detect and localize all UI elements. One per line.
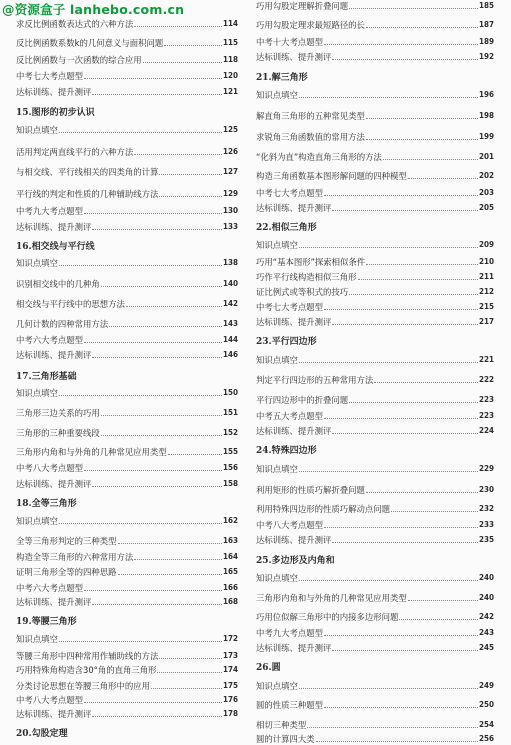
toc-entry-page: 155 [222, 447, 238, 456]
dot-leader [399, 619, 478, 620]
toc-entry[interactable] [16, 219, 238, 233]
toc-entry-title: 中考八大考点题型 [16, 695, 83, 705]
toc-entry[interactable] [256, 697, 494, 711]
toc-entry-title: 中考七大考点题型 [256, 302, 323, 312]
toc-entry-title: 中考六大考点题型 [16, 335, 83, 345]
dot-leader [126, 306, 222, 307]
toc-entry[interactable] [16, 425, 238, 439]
chapter-heading: 24.特殊四边形 [256, 446, 317, 456]
dot-leader [332, 542, 478, 543]
dot-leader [134, 26, 222, 27]
toc-entry-page: 250 [478, 700, 494, 709]
toc-entry-title: 达标训练、提升测评 [256, 317, 332, 327]
toc-entry-page: 211 [478, 272, 494, 281]
dot-leader [366, 492, 478, 493]
toc-entry-page: 152 [222, 428, 238, 437]
dot-leader [366, 27, 478, 28]
toc-entry-title: 全等三角形判定的三种类型 [16, 536, 117, 546]
toc-entry-page: 164 [222, 552, 238, 561]
toc-entry-page: 187 [478, 20, 494, 29]
toc-entry[interactable] [256, 392, 494, 406]
dot-leader [349, 8, 478, 9]
toc-entry-title: 解直角三角形的五种常见类型 [256, 111, 365, 121]
dot-leader [299, 471, 478, 472]
toc-entry-title: 几何计数的四种常用方法 [16, 319, 109, 329]
toc-entry-title: 达标训练、提升测评 [16, 597, 92, 607]
dot-leader [324, 635, 478, 636]
toc-entry-title: 证比例式或等积式的技巧 [256, 287, 349, 297]
toc-entry-page: 158 [222, 479, 238, 488]
toc-entry[interactable] [256, 408, 494, 422]
toc-entry-title: 与相交线、平行线相关的四类角的计算 [16, 167, 159, 177]
toc-entry[interactable] [16, 405, 238, 419]
toc-entry[interactable] [16, 706, 238, 720]
toc-entry-page: 217 [478, 317, 494, 326]
toc-entry[interactable] [256, 0, 494, 12]
toc-entry-title: 证明三角形全等的四种思路 [16, 567, 117, 577]
toc-entry-page: 210 [478, 257, 494, 266]
toc-entry-title: 达标训练、提升测评 [256, 535, 332, 545]
toc-entry-page: 178 [222, 709, 238, 718]
toc-entry-page: 230 [478, 485, 494, 494]
dot-leader [84, 702, 222, 703]
dot-leader [59, 641, 222, 642]
toc-entry-title: 相交线与平行线中的思想方法 [16, 299, 125, 309]
toc-entry[interactable] [16, 631, 238, 645]
toc-entry-page: 185 [478, 1, 494, 10]
toc-entry[interactable] [16, 580, 238, 594]
toc-entry-title: 巧作平行线构造相似三角形 [256, 272, 357, 282]
toc-entry-title: 知识点填空 [16, 634, 58, 644]
dot-leader [324, 707, 478, 708]
chapter-heading: 22.相似三角形 [256, 223, 317, 233]
toc-entry[interactable] [16, 52, 238, 66]
dot-leader [84, 213, 222, 214]
toc-entry-page: 249 [478, 681, 494, 690]
toc-entry[interactable] [256, 314, 494, 328]
toc-entry-title: 求反比例函数表达式的六种方法 [16, 19, 134, 29]
toc-entry[interactable] [256, 423, 494, 437]
toc-entry-page: 222 [478, 375, 494, 384]
toc-entry[interactable] [16, 296, 238, 310]
toc-entry-page: 173 [222, 651, 238, 660]
toc-entry-page: 224 [478, 426, 494, 435]
dot-leader [349, 402, 478, 403]
toc-entry[interactable] [256, 269, 494, 283]
chapter-heading: 18.全等三角形 [16, 499, 77, 509]
dot-leader [143, 62, 222, 63]
toc-entry-title: 达标训练、提升测评 [16, 479, 92, 489]
toc-entry-page: 163 [222, 536, 238, 545]
dot-leader [118, 574, 222, 575]
dot-leader [92, 357, 222, 358]
toc-entry[interactable] [256, 482, 494, 496]
dot-leader [92, 716, 222, 717]
toc-entry-title: 知识点填空 [256, 240, 298, 250]
toc-entry-page: 209 [478, 240, 494, 249]
dot-leader [92, 604, 222, 605]
toc-entry-page: 201 [478, 152, 494, 161]
toc-entry[interactable] [256, 640, 494, 654]
toc-entry[interactable] [256, 501, 494, 515]
toc-entry[interactable] [16, 678, 238, 692]
dot-leader [316, 741, 478, 742]
toc-entry-title: 中考八大考点题型 [256, 520, 323, 530]
dot-leader [59, 523, 222, 524]
toc-entry-page: 174 [222, 665, 238, 674]
toc-entry-title: 达标训练、提升测评 [16, 350, 92, 360]
toc-entry-title: 活用判定两直线平行的六种方法 [16, 147, 134, 157]
toc-entry-page: 144 [222, 335, 238, 344]
toc-entry-page: 203 [478, 188, 494, 197]
toc-entry[interactable] [16, 533, 238, 547]
dot-leader [101, 435, 222, 436]
toc-entry-page: 240 [478, 573, 494, 582]
toc-entry-title: 中考九大考点题型 [256, 628, 323, 638]
toc-entry-title: 分类讨论思想在等腰三角形中的应用 [16, 681, 150, 691]
toc-entry-page: 232 [478, 504, 494, 513]
toc-entry-title: 判定平行四边形的五种常用方法 [256, 375, 374, 385]
toc-entry[interactable] [256, 372, 494, 386]
toc-entry[interactable] [256, 517, 494, 531]
toc-entry-page: 189 [478, 37, 494, 46]
toc-entry-title: 知识点填空 [256, 90, 298, 100]
toc-entry-title: 达标训练、提升测评 [256, 203, 332, 213]
toc-entry[interactable] [16, 549, 238, 563]
dot-leader [151, 688, 222, 689]
toc-entry[interactable] [256, 108, 494, 122]
toc-entry[interactable] [16, 476, 238, 490]
toc-entry-page: 130 [222, 206, 238, 215]
toc-entry[interactable] [16, 460, 238, 474]
dot-leader [332, 650, 478, 651]
toc-entry-page: 176 [222, 695, 238, 704]
toc-entry-title: 圆的性质三种题型 [256, 700, 323, 710]
toc-entry-page: 165 [222, 567, 238, 576]
dot-leader [299, 247, 478, 248]
toc-entry-title: 知识点填空 [256, 681, 298, 691]
toc-entry-title: 知识点填空 [16, 258, 58, 268]
toc-entry-title: 巧用位似解三角形中的内接多边形问题 [256, 612, 399, 622]
dot-leader [164, 45, 222, 46]
toc-entry-title: 等腰三角形中四种常用作辅助线的方法 [16, 651, 159, 661]
dot-leader [134, 559, 222, 560]
dot-leader [134, 154, 222, 155]
toc-entry[interactable] [256, 625, 494, 639]
toc-entry-page: 146 [222, 350, 238, 359]
toc-entry-title: 三角形的三种重要线段 [16, 428, 100, 438]
toc-entry-page: 229 [478, 464, 494, 473]
toc-entry[interactable] [256, 129, 494, 143]
toc-entry-page: 202 [478, 171, 494, 180]
dot-leader [366, 264, 478, 265]
toc-entry-title: 知识点填空 [256, 573, 298, 583]
dot-leader [391, 511, 478, 512]
dot-leader [299, 580, 478, 581]
dot-leader [366, 139, 478, 140]
dot-leader [299, 97, 478, 98]
dot-leader [101, 415, 222, 416]
toc-entry-page: 212 [478, 287, 494, 296]
toc-entry-page: 233 [478, 520, 494, 529]
toc-entry[interactable] [256, 34, 494, 48]
toc-entry[interactable] [16, 68, 238, 82]
toc-entry-title: “化斜为直”构造直角三角形的方法 [256, 152, 382, 162]
toc-entry-title: 达标训练、提升测评 [256, 643, 332, 653]
toc-entry-page: 142 [222, 299, 238, 308]
toc-entry-title: 平行线的判定和性质的几种辅助线方法 [16, 189, 159, 199]
toc-entry[interactable] [256, 717, 494, 731]
toc-entry-page: 151 [222, 408, 238, 417]
toc-entry[interactable] [256, 185, 494, 199]
chapter-heading: 17.三角形基础 [16, 372, 77, 382]
dot-leader [324, 44, 478, 45]
toc-entry-title: 三角形内角和与外角的几种常见应用类型 [256, 593, 407, 603]
dot-leader [92, 94, 222, 95]
dot-leader [324, 195, 478, 196]
toc-entry[interactable] [256, 731, 494, 745]
dot-leader [159, 174, 222, 175]
toc-entry[interactable] [256, 284, 494, 298]
toc-entry-page: 221 [478, 355, 494, 364]
dot-leader [408, 178, 478, 179]
toc-entry-page: 126 [222, 147, 238, 156]
chapter-heading: 23.平行四边形 [256, 337, 317, 347]
toc-entry[interactable] [16, 316, 238, 330]
toc-entry-title: 反比例函数系数k的几何意义与面积问题 [16, 38, 164, 48]
toc-entry-title: 达标训练、提升测评 [256, 52, 332, 62]
dot-leader [299, 688, 478, 689]
toc-entry-page: 223 [478, 395, 494, 404]
toc-entry-page: 127 [222, 167, 238, 176]
toc-entry[interactable] [16, 347, 238, 361]
toc-entry-title: 中考九大考点题型 [16, 206, 83, 216]
toc-entry-page: 125 [222, 125, 238, 134]
toc-entry-page: 199 [478, 132, 494, 141]
toc-entry-title: 巧用勾股定理解折叠问题 [256, 1, 349, 11]
toc-entry[interactable] [256, 49, 494, 63]
toc-entry[interactable] [256, 570, 494, 584]
dot-leader [101, 286, 222, 287]
toc-entry-title: 中考六大考点题型 [16, 583, 83, 593]
toc-entry-title: 知识点填空 [256, 355, 298, 365]
toc-entry[interactable] [16, 16, 238, 30]
toc-entry-page: 198 [478, 111, 494, 120]
toc-entry[interactable] [16, 385, 238, 399]
dot-leader [366, 118, 478, 119]
dot-leader [324, 309, 478, 310]
chapter-heading: 26.圆 [256, 663, 281, 673]
toc-entry[interactable] [16, 186, 238, 200]
dot-leader [59, 395, 222, 396]
toc-entry[interactable] [16, 662, 238, 676]
toc-entry-title: 反比例函数与一次函数的综合应用 [16, 55, 142, 65]
dot-leader [358, 279, 478, 280]
dot-leader [159, 658, 222, 659]
dot-leader [383, 159, 478, 160]
dot-leader [84, 342, 222, 343]
toc-entry-page: 138 [222, 258, 238, 267]
toc-entry-page: 245 [478, 643, 494, 652]
toc-entry[interactable] [16, 564, 238, 578]
toc-entry[interactable] [16, 35, 238, 49]
toc-entry-title: 知识点填空 [256, 464, 298, 474]
toc-entry[interactable] [256, 352, 494, 366]
dot-leader [299, 362, 478, 363]
toc-entry[interactable] [256, 590, 494, 604]
toc-entry-title: 构造三角函数基本图形解问题的四种模型 [256, 171, 407, 181]
toc-entry[interactable] [16, 444, 238, 458]
toc-entry[interactable] [256, 168, 494, 182]
toc-entry-page: 166 [222, 583, 238, 592]
dot-leader [324, 418, 478, 419]
toc-entry[interactable] [16, 122, 238, 136]
toc-entry[interactable] [16, 164, 238, 178]
toc-entry[interactable] [256, 609, 494, 623]
toc-entry-title: 构造全等三角形的六种常用方法 [16, 552, 134, 562]
toc-entry-page: 168 [222, 597, 238, 606]
toc-entry[interactable] [16, 332, 238, 346]
dot-leader [84, 78, 222, 79]
toc-entry-title: 巧用勾股定理求最短路径的长 [256, 20, 365, 30]
toc-entry[interactable] [16, 144, 238, 158]
chapter-heading: 20.勾股定理 [16, 729, 68, 739]
toc-entry-title: 利用特殊四边形的性质巧解动点问题 [256, 504, 390, 514]
toc-entry-page: 175 [222, 681, 238, 690]
toc-entry-title: 平行四边形中的折叠问题 [256, 395, 349, 405]
chapter-heading: 21.解三角形 [256, 73, 308, 83]
toc-entry-page: 114 [222, 19, 238, 28]
toc-entry-page: 120 [222, 71, 238, 80]
toc-entry[interactable] [16, 692, 238, 706]
toc-entry-page: 254 [478, 720, 494, 729]
toc-entry-page: 140 [222, 279, 238, 288]
toc-entry-page: 118 [222, 55, 238, 64]
toc-entry-title: 达标训练、提升测评 [16, 87, 92, 97]
toc-entry-page: 242 [478, 612, 494, 621]
dot-leader [109, 326, 222, 327]
toc-entry-title: 知识点填空 [16, 125, 58, 135]
chapter-heading: 25.多边形及内角和 [256, 556, 335, 566]
toc-entry-page: 162 [222, 516, 238, 525]
chapter-heading: 19.等腰三角形 [16, 617, 77, 627]
dot-leader [92, 229, 222, 230]
toc-entry-page: 235 [478, 535, 494, 544]
toc-entry[interactable] [16, 203, 238, 217]
toc-entry-page: 121 [222, 87, 238, 96]
toc-entry[interactable] [256, 299, 494, 313]
toc-entry-page: 192 [478, 52, 494, 61]
toc-entry[interactable] [256, 87, 494, 101]
toc-entry-page: 156 [222, 463, 238, 472]
toc-entry-title: 达标训练、提升测评 [16, 222, 92, 232]
toc-entry-title: 巧用“基本图形”探索相似条件 [256, 257, 366, 267]
toc-entry[interactable] [16, 255, 238, 269]
dot-leader [307, 727, 478, 728]
toc-entry[interactable] [16, 276, 238, 290]
toc-entry-page: 215 [478, 302, 494, 311]
dot-leader [84, 590, 222, 591]
toc-entry-title: 圆的计算四大类 [256, 734, 315, 744]
toc-entry-page: 196 [478, 90, 494, 99]
chapter-heading: 16.相交线与平行线 [16, 242, 95, 252]
dot-leader [332, 433, 478, 434]
toc-entry[interactable] [256, 532, 494, 546]
dot-leader [332, 210, 478, 211]
toc-entry-title: 中考五大考点题型 [256, 411, 323, 421]
toc-entry-title: 达标训练、提升测评 [16, 709, 92, 719]
toc-entry-title: 中考七大考点题型 [256, 188, 323, 198]
toc-entry-title: 达标训练、提升测评 [256, 426, 332, 436]
toc-entry-title: 知识点填空 [16, 516, 58, 526]
toc-entry-page: 205 [478, 203, 494, 212]
dot-leader [59, 132, 222, 133]
dot-leader [332, 324, 478, 325]
dot-leader [159, 196, 222, 197]
toc-entry-title: 巧用特殊角构造含30°角的直角三角形 [16, 665, 157, 675]
toc-entry[interactable] [256, 149, 494, 163]
dot-leader [332, 59, 478, 60]
dot-leader [84, 470, 222, 471]
toc-entry-page: 133 [222, 222, 238, 231]
toc-entry-title: 知识点填空 [16, 388, 58, 398]
toc-entry[interactable] [256, 17, 494, 31]
toc-entry-page: 240 [478, 593, 494, 602]
dot-leader [324, 527, 478, 528]
toc-entry-title: 相切三种类型 [256, 720, 307, 730]
toc-entry[interactable] [16, 513, 238, 527]
dot-leader [118, 543, 222, 544]
toc-entry[interactable] [16, 648, 238, 662]
toc-entry-title: 识别相交线中的几种角 [16, 279, 100, 289]
toc-entry-title: 三角形内角和与外角的几种常见应用类型 [16, 447, 167, 457]
dot-leader [349, 294, 478, 295]
toc-entry-title: 中考十大考点题型 [256, 37, 323, 47]
toc-entry-title: 求锐角三角函数值的常用方法 [256, 132, 365, 142]
toc-entry[interactable] [256, 461, 494, 475]
toc-entry-page: 172 [222, 634, 238, 643]
toc-entry-page: 243 [478, 628, 494, 637]
dot-leader [374, 382, 478, 383]
dot-leader [168, 454, 222, 455]
dot-leader [408, 600, 478, 601]
watermark-text: @资源盒子 lanhebo.com.cn [2, 2, 185, 17]
toc-entry-title: 三角形三边关系的巧用 [16, 408, 100, 418]
toc-entry[interactable] [16, 594, 238, 608]
toc-entry[interactable] [256, 237, 494, 251]
toc-entry-page: 223 [478, 411, 494, 420]
toc-entry-page: 143 [222, 319, 238, 328]
toc-entry[interactable] [256, 254, 494, 268]
toc-entry-title: 中考七大考点题型 [16, 71, 83, 81]
toc-entry-page: 256 [478, 734, 494, 743]
toc-entry-page: 129 [222, 189, 238, 198]
toc-entry-title: 利用矩形的性质巧解折叠问题 [256, 485, 365, 495]
toc-entry-title: 中考八大考点题型 [16, 463, 83, 473]
toc-entry-page: 150 [222, 388, 238, 397]
toc-entry-page: 115 [222, 38, 238, 47]
toc-entry[interactable] [256, 678, 494, 692]
dot-leader [157, 672, 222, 673]
toc-entry[interactable] [16, 84, 238, 98]
dot-leader [92, 486, 222, 487]
chapter-heading: 15.图形的初步认识 [16, 108, 95, 118]
toc-entry[interactable] [256, 200, 494, 214]
dot-leader [59, 265, 222, 266]
